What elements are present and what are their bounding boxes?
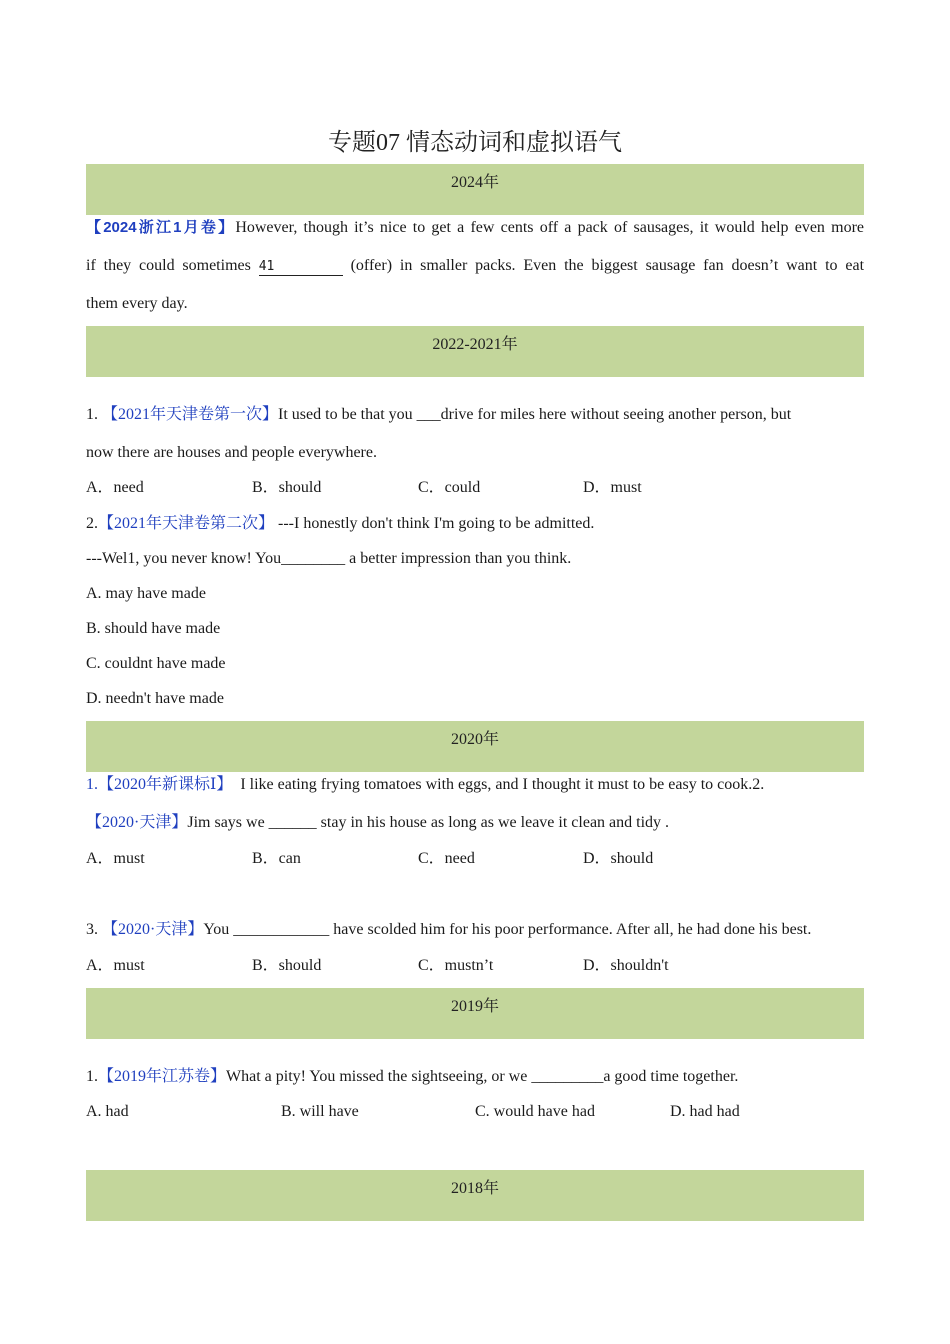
option-c: C．could: [418, 479, 481, 496]
question-source: 【2021年天津卷第一次】: [102, 406, 279, 423]
section-header-2019: [86, 988, 864, 1039]
option-a: A．must: [86, 850, 145, 867]
question-source: 【2024浙江1月卷】: [86, 219, 236, 236]
section-header-2018: [86, 1170, 864, 1221]
question-number: 1.: [86, 1068, 98, 1085]
section-header-2022-2021: [86, 326, 864, 377]
blank-number: 41: [259, 259, 343, 276]
section-label: 2020年: [450, 731, 499, 748]
question-text: However, though it’s nice to get a few cents off a pack of sausages, it would help even more: [235, 219, 865, 236]
q2020a-line-2: [86, 813, 669, 833]
question-text: if they could sometimes: [86, 257, 251, 274]
q2024-line-2: [86, 256, 864, 276]
q2020a-line-1: [86, 775, 764, 795]
q2024-line-1: [86, 218, 864, 238]
option-d: D．shouldn't: [583, 957, 669, 974]
option-a: A．must: [86, 957, 145, 974]
question-source: 【2021年天津卷第二次】: [98, 515, 275, 532]
option-d: D．should: [583, 850, 654, 867]
section-label: 2022-2021年: [432, 336, 518, 353]
option-d: D. had had: [670, 1103, 740, 1120]
option-c: C. couldnt have made: [86, 655, 226, 672]
option-b: B. should have made: [86, 620, 221, 637]
question-number: 2.: [86, 515, 98, 532]
option-b: B．should: [252, 479, 322, 496]
question-text: Jim says we ______ stay in his house as long as we leave it clean and tidy .: [187, 814, 670, 831]
page-title: 专题07 情态动词和虚拟语气: [328, 130, 622, 156]
question-number: 1.: [86, 406, 98, 423]
option-c: C. would have had: [475, 1103, 595, 1120]
question-source: 【2020·天津】: [102, 921, 204, 938]
q2024-line-3: them every day.: [86, 295, 188, 312]
question-text: I like eating frying tomatoes with eggs, and I thought it must to be easy to cook.2.: [240, 776, 765, 793]
q2021b-line-2: ---Wel1, you never know! You________ a better impression than you think.: [86, 550, 572, 567]
option-d: D．must: [583, 479, 642, 496]
option-a: A. had: [86, 1103, 129, 1120]
option-b: B. will have: [281, 1103, 359, 1120]
question-text: You ____________ have scolded him for his poor performance. After all, he had done his best.: [203, 921, 812, 938]
option-a: A. may have made: [86, 585, 206, 602]
q2021b-line-1: [86, 514, 594, 534]
question-source: 【2019年江苏卷】: [98, 1068, 227, 1085]
question-text: ---I honestly don't think I'm going to be admitted.: [278, 515, 595, 532]
option-b: B．can: [252, 850, 301, 867]
q2020b-line-1: [86, 920, 811, 940]
option-c: C．need: [418, 850, 475, 867]
section-label: 2019年: [450, 998, 499, 1015]
question-number: 3.: [86, 921, 98, 938]
question-text: What a pity! You missed the sightseeing, or we _________a good time together.: [226, 1068, 739, 1085]
q2021a-line-2: now there are houses and people everywhere.: [86, 444, 377, 461]
q2021a-line-1: [86, 405, 791, 425]
section-label: 2018年: [450, 1180, 499, 1197]
question-source: 1.【2020年新课标Ⅰ】: [86, 776, 233, 793]
question-source: 【2020·天津】: [86, 814, 188, 831]
option-a: A．need: [86, 479, 144, 496]
section-header-2024: [86, 164, 864, 215]
q2019-line-1: [86, 1067, 738, 1087]
question-text: It used to be that you ___drive for miles here without seeing another person, but: [278, 406, 792, 423]
section-header-2020: [86, 721, 864, 772]
option-b: B．should: [252, 957, 322, 974]
option-c: C．mustn’t: [418, 957, 494, 974]
section-label: 2024年: [450, 174, 499, 191]
question-text: (offer) in smaller packs. Even the biggest sausage fan doesn’t want to eat: [350, 257, 865, 274]
option-d: D. needn't have made: [86, 690, 224, 707]
